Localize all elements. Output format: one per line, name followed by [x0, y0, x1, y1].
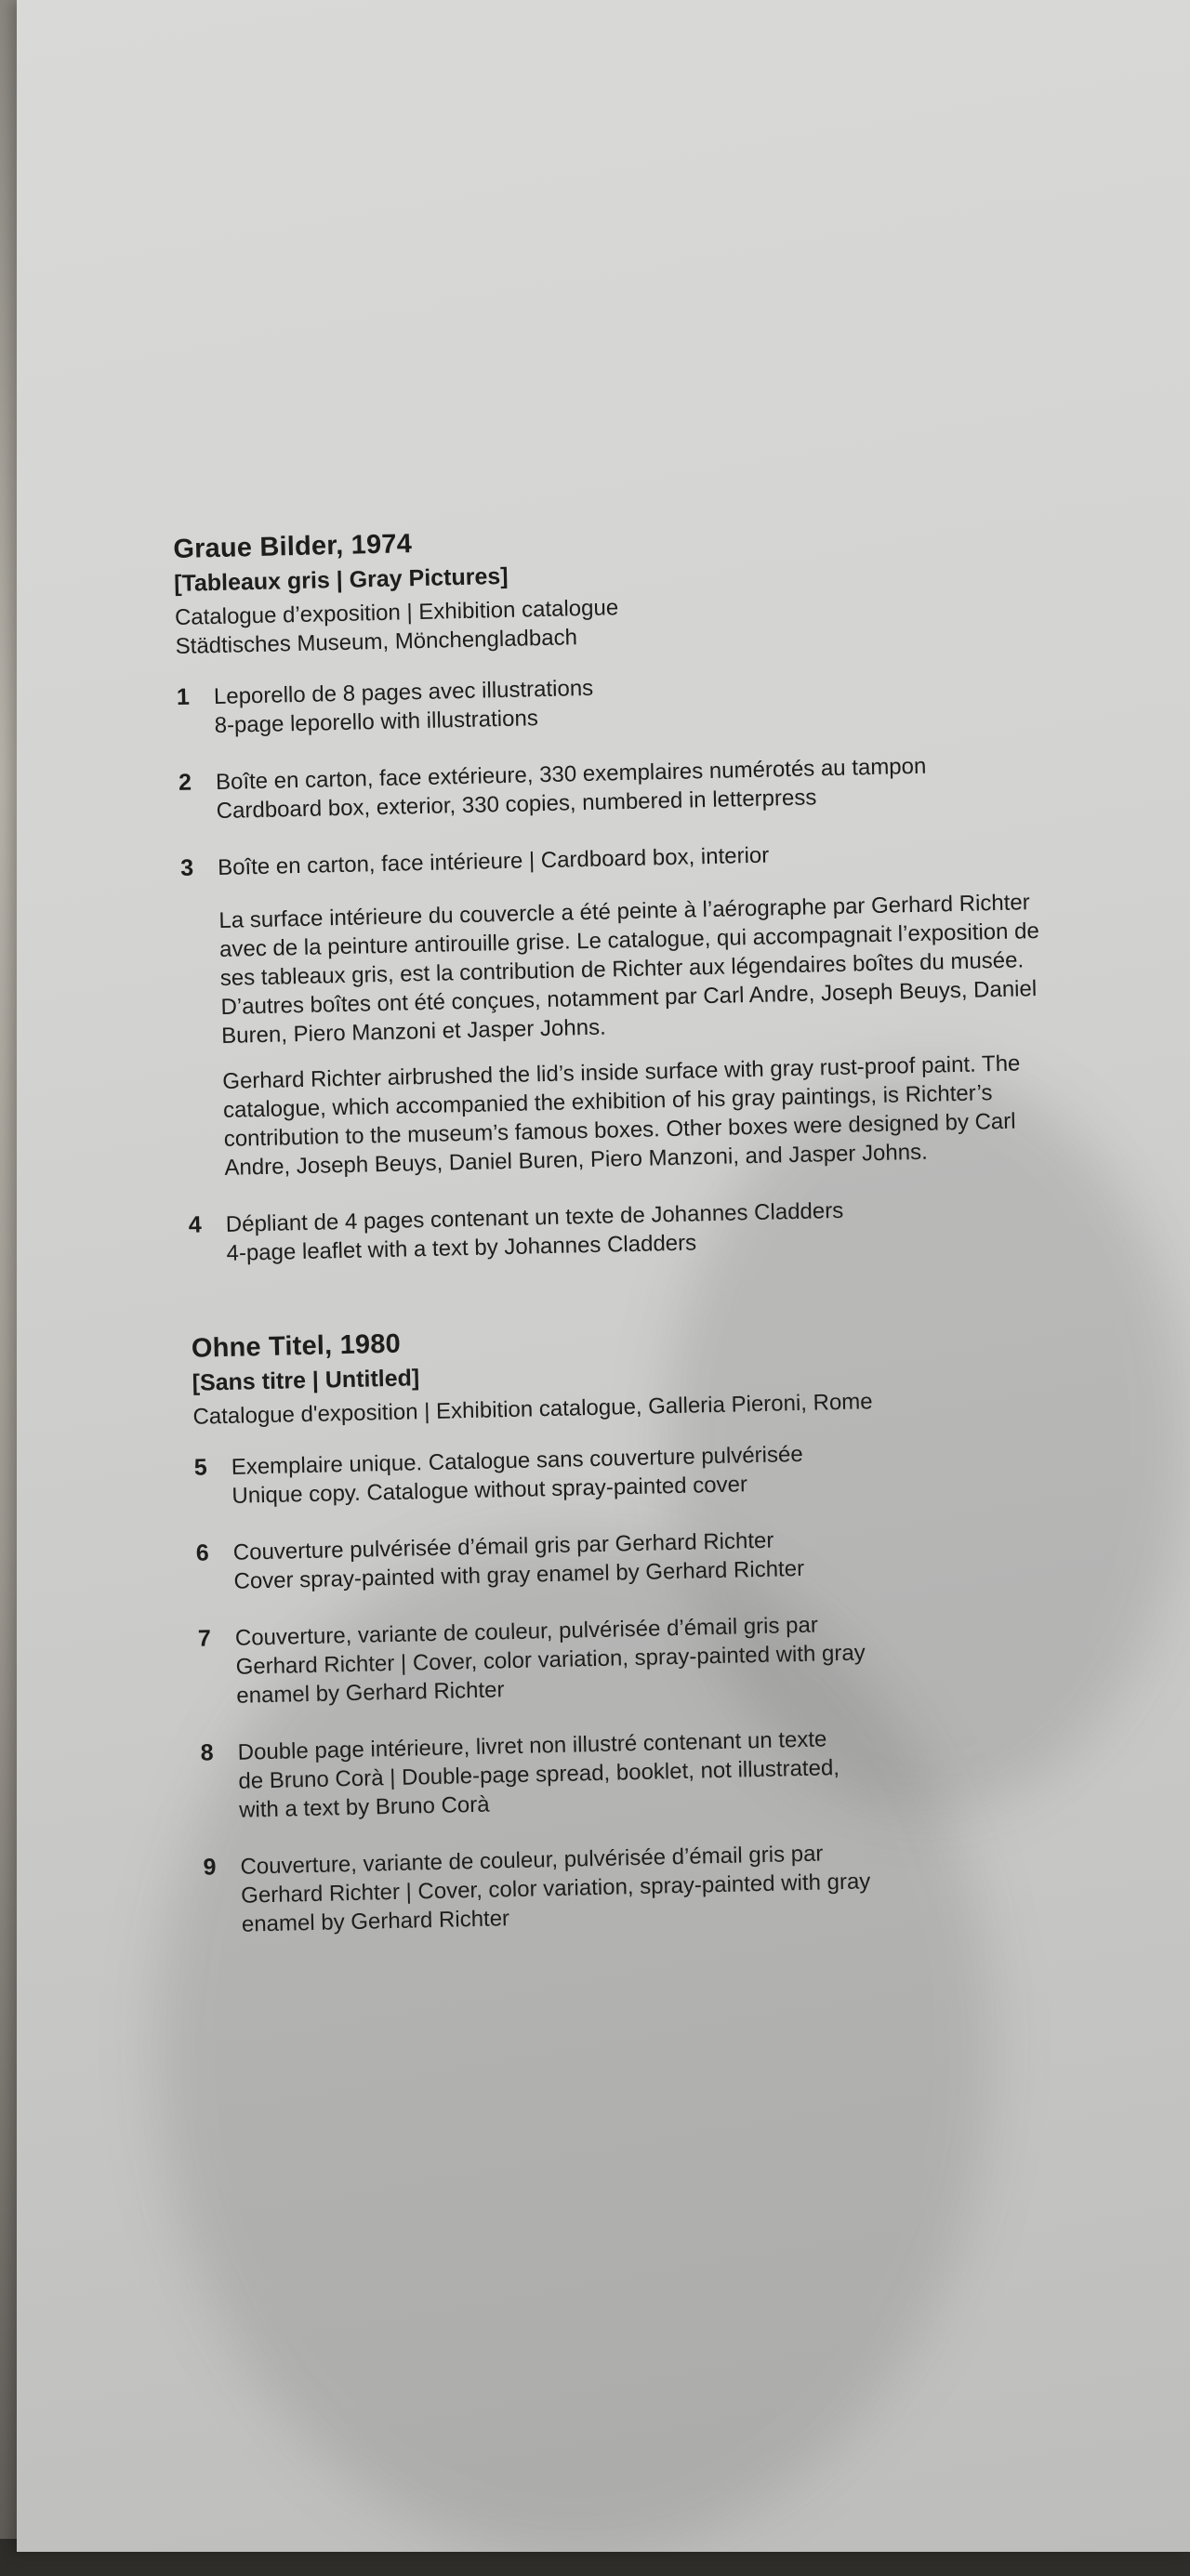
- list-item: [203, 1834, 1069, 1940]
- item-number: 8: [200, 1739, 214, 1766]
- item-number: 1: [176, 683, 191, 710]
- section-subtitle: [Sans titre | Untitled]: [192, 1365, 420, 1396]
- item-number: 3: [179, 854, 194, 881]
- item-line: enamel by Gerhard Richter: [241, 1906, 510, 1937]
- item-line: Exemplaire unique. Catalogue sans couverture pulvérisée: [231, 1441, 803, 1480]
- section-title: Ohne Titel, 1980: [191, 1328, 402, 1364]
- item-line: Double page intérieure, livret non illustré contenant un texte: [237, 1726, 827, 1765]
- item-number: 4: [188, 1211, 203, 1238]
- section-title: Graue Bilder, 1974: [173, 529, 413, 564]
- wall-label-panel: [17, 0, 1190, 2552]
- item-line: Boîte en carton, face extérieure, 330 exemplaires numérotés au tampon: [215, 753, 927, 796]
- item-line: 8-page leporello with illustrations: [214, 706, 539, 739]
- description-english: Gerhard Richter airbrushed the lid’s inside surface with gray rust-proof paint. The catalogue, which accompanied the exhibition of his gray paintings, is Richter’s contribution to the museum’s famous boxes. Other boxes were designed by Carl Andre, Joseph Beuys, Daniel Buren, Piero Manzoni, and Jasper Johns.: [222, 1050, 1021, 1181]
- item-line: Cardboard box, exterior, 330 copies, numbered in letterpress: [216, 785, 817, 825]
- section-meta: [175, 584, 1040, 661]
- label-text: [173, 515, 1071, 2005]
- item-number: 2: [178, 769, 192, 796]
- list-item: [180, 835, 1052, 1183]
- list-item: [189, 1192, 1054, 1269]
- item-number: 7: [197, 1625, 212, 1652]
- list-item: [200, 1720, 1066, 1826]
- item-number: 5: [193, 1454, 207, 1481]
- list-item: [177, 664, 1042, 741]
- meta-line: Städtisches Museum, Mönchengladbach: [175, 625, 578, 659]
- item-line: Gerhard Richter | Cover, color variation, spray-painted with gray: [235, 1640, 866, 1680]
- item-line: 4-page leaflet with a text by Johannes Cladders: [226, 1230, 697, 1266]
- section-subtitle: [Tableaux gris | Gray Pictures]: [173, 562, 509, 597]
- list-item: [178, 749, 1044, 826]
- section-graue-bilder: [173, 515, 1054, 1269]
- item-line: de Bruno Corà | Double-page spread, booklet, not illustrated,: [238, 1755, 840, 1794]
- list-item: [198, 1605, 1064, 1711]
- item-line: Unique copy. Catalogue without spray-painted cover: [231, 1472, 748, 1509]
- item-line: Dépliant de 4 pages contenant un texte de Johannes Cladders: [225, 1197, 844, 1237]
- item-number: 6: [195, 1539, 210, 1566]
- item-line: Gerhard Richter | Cover, color variation, spray-painted with gray: [240, 1869, 871, 1909]
- item-line: Couverture, variante de couleur, pulvérisée d’émail gris par: [240, 1841, 824, 1880]
- meta-line: Catalogue d’exposition | Exhibition catalogue: [174, 595, 619, 630]
- meta-line: Catalogue d'exposition | Exhibition catalogue, Galleria Pieroni, Rome: [192, 1389, 873, 1430]
- item-number: 9: [203, 1854, 217, 1881]
- item-line: with a text by Bruno Corà: [238, 1791, 490, 1823]
- item-line: Couverture pulvérisée d’émail gris par Gerhard Richter: [232, 1527, 774, 1565]
- item-line: Boîte en carton, face intérieure | Cardboard box, interior: [217, 842, 770, 880]
- description-french: La surface intérieure du couvercle a été peinte à l’aérographe par Gerhard Richter avec de la peinture antirouille grise. Le catalogue, qui accompagnait l’exposition de ses tableaux gris, est la contribution de Richter aux légendaires boîtes du musée. D’autres boîtes ont été conçues, notamment par Carl Andre, Joseph Beuys, Daniel Buren, Piero Manzoni et Jasper Johns.: [218, 890, 1040, 1049]
- item-line: enamel by Gerhard Richter: [236, 1677, 505, 1709]
- list-item: [193, 1434, 1059, 1512]
- item-line: Couverture, variante de couleur, pulvérisée d’émail gris par: [234, 1612, 819, 1651]
- list-item: [196, 1520, 1062, 1597]
- item-line: Leporello de 8 pages avec illustrations: [213, 675, 594, 710]
- section-ohne-titel: [192, 1314, 1070, 1940]
- item-line: Cover spray-painted with gray enamel by Gerhard Richter: [233, 1555, 805, 1594]
